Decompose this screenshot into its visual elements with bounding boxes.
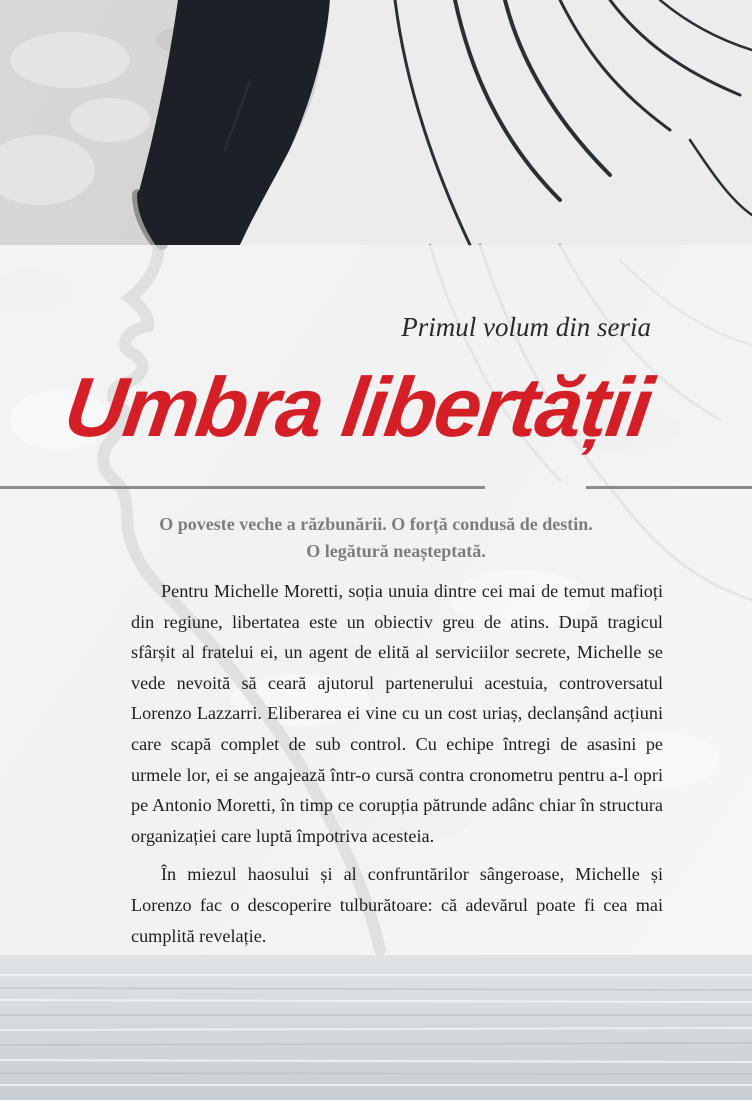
tagline-line-2: O legătură neașteptată.	[306, 541, 486, 561]
divider-left	[0, 486, 485, 489]
divider-right	[586, 486, 752, 489]
tagline-line-1: O poveste veche a răzbunării. O forță condusă de destin.	[159, 514, 593, 534]
blurb	[131, 576, 663, 959]
blurb-paragraph-2: În miezul haosului și al confruntărilor sângeroase, Michelle și Lorenzo fac o descoperire tulburătoare: că adevărul poate fi cea mai cumplită revelație.	[131, 864, 663, 946]
blurb-paragraph-1: Pentru Michelle Moretti, soția unuia dintre cei mai de temut mafioți din regiune, libertatea este un obiectiv greu de atins. După tragicul sfârșit al fratelui ei, un agent de elită al serviciilor secrete, Michelle se vede nevoită să ceară ajutorul partenerului acestuia, controversatul Lorenzo Lazzarri. Eliberarea ei vine cu un cost uriaș, declanșând acțiuni care scapă complet de sub control. Cu echipe întregi de asasini pe urmele lor, ei se angajează într-o cursă contra cronometru pentru a-l opri pe Antonio Moretti, în timp ce corupția pătrunde adânc chiar în structura organizației care luptă împotriva acesteia.	[131, 581, 663, 846]
series-label: Primul volum din seria	[401, 312, 651, 342]
book-title: Umbra libertății	[59, 360, 657, 454]
